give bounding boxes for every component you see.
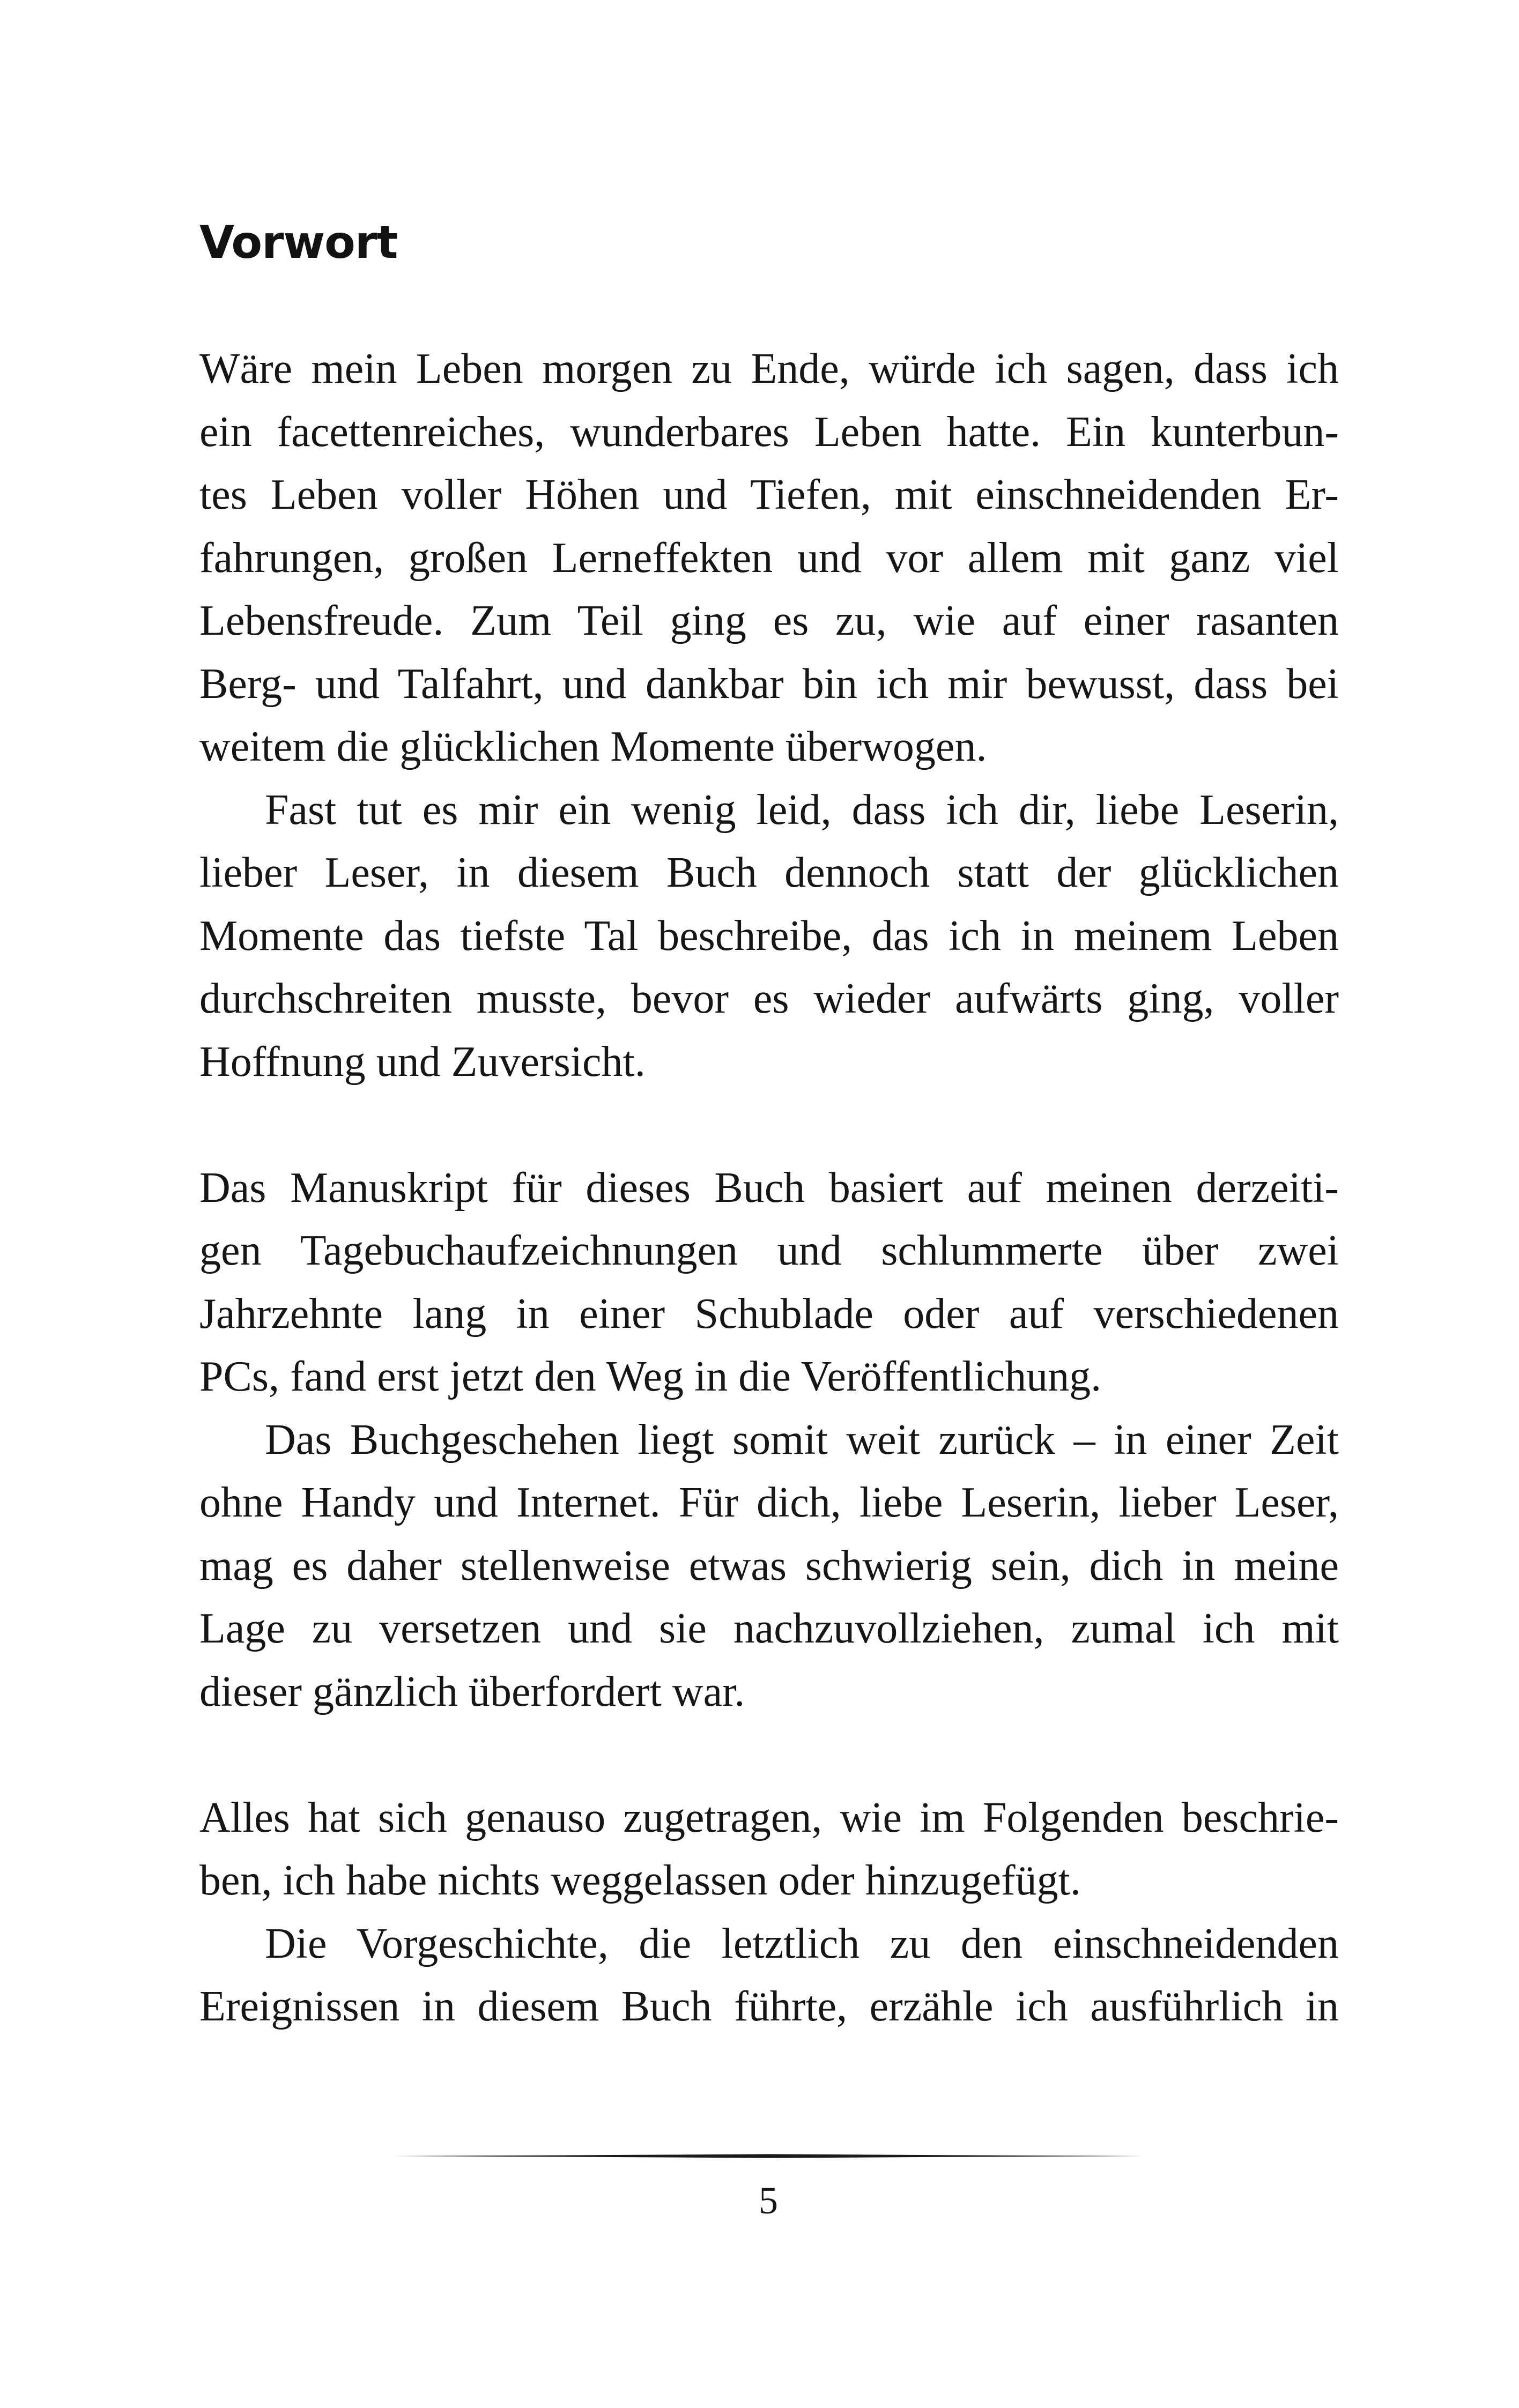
text-line: weitem die glücklichen Momente überwogen. [199,723,987,770]
text-line: mag es daher stellenweise etwas schwierig sein, dich in meine [199,1542,1339,1589]
text-line: Die Vorgeschichte, die letztlich zu den einschneidenden [265,1920,1339,1967]
text-line: Ereignissen in diesem Buch führte, erzähle ich ausführlich in [199,1983,1339,2030]
text-line: Wäre mein Leben morgen zu Ende, würde ich sagen, dass ich [199,345,1339,392]
paragraph [199,1787,1339,1913]
text-line: Jahrzehnte lang in einer Schublade oder auf verschiedenen [199,1290,1339,1337]
page-number: 5 [759,2179,778,2222]
text-line: tes Leben voller Höhen und Tiefen, mit einschneidenden Er- [199,471,1339,518]
text-line: Lage zu versetzen und sie nachzuvollziehen, zumal ich mit [199,1605,1339,1652]
text-line: Berg- und Talfahrt, und dankbar bin ich mir bewusst, dass bei [199,660,1339,708]
chapter-heading: Vorwort [199,216,398,269]
paragraph [199,1409,1339,1724]
text-line: Alles hat sich genauso zugetragen, wie im Folgenden beschrie- [199,1794,1339,1841]
text-line: ohne Handy und Internet. Für dich, liebe Leserin, lieber Leser, [199,1479,1339,1526]
text-line: PCs, fand erst jetzt den Weg in die Veröffentlichung. [199,1353,1102,1400]
body-text [199,338,1339,2039]
text-line: Das Manuskript für dieses Buch basiert auf meinen derzeiti- [199,1164,1339,1212]
paragraph [199,779,1339,1094]
text-line: fahrungen, großen Lerneffekten und vor allem mit ganz viel [199,534,1339,582]
paragraph [199,1913,1339,2039]
text-line: Fast tut es mir ein wenig leid, dass ich dir, liebe Leserin, [265,786,1339,834]
text-line: Das Buchgeschehen liegt somit weit zurück – in einer Zeit [265,1416,1339,1463]
paragraph [199,338,1339,779]
text-line: durchschreiten musste, bevor es wieder aufwärts ging, voller [199,975,1339,1022]
text-line: Momente das tiefste Tal beschreibe, das ich in meinem Leben [199,912,1339,960]
text-line: lieber Leser, in diesem Buch dennoch statt der glücklichen [199,849,1339,896]
text-line: Hoffnung und Zuversicht. [199,1038,646,1086]
text-line: dieser gänzlich überfordert war. [199,1668,745,1715]
text-line: gen Tagebuchaufzeichnungen und schlummerte über zwei [199,1227,1339,1274]
text-line: ein facettenreiches, wunderbares Leben hatte. Ein kunterbun- [199,408,1339,456]
footer-rule-line [393,2153,1144,2159]
section-gap [199,1723,1339,1787]
section-gap [199,1094,1339,1157]
paragraph [199,1157,1339,1409]
footer-rule [393,2153,1144,2159]
text-line: Lebensfreude. Zum Teil ging es zu, wie auf einer rasanten [199,597,1339,644]
text-line: ben, ich habe nichts weggelassen oder hinzugefügt. [199,1857,1081,1904]
